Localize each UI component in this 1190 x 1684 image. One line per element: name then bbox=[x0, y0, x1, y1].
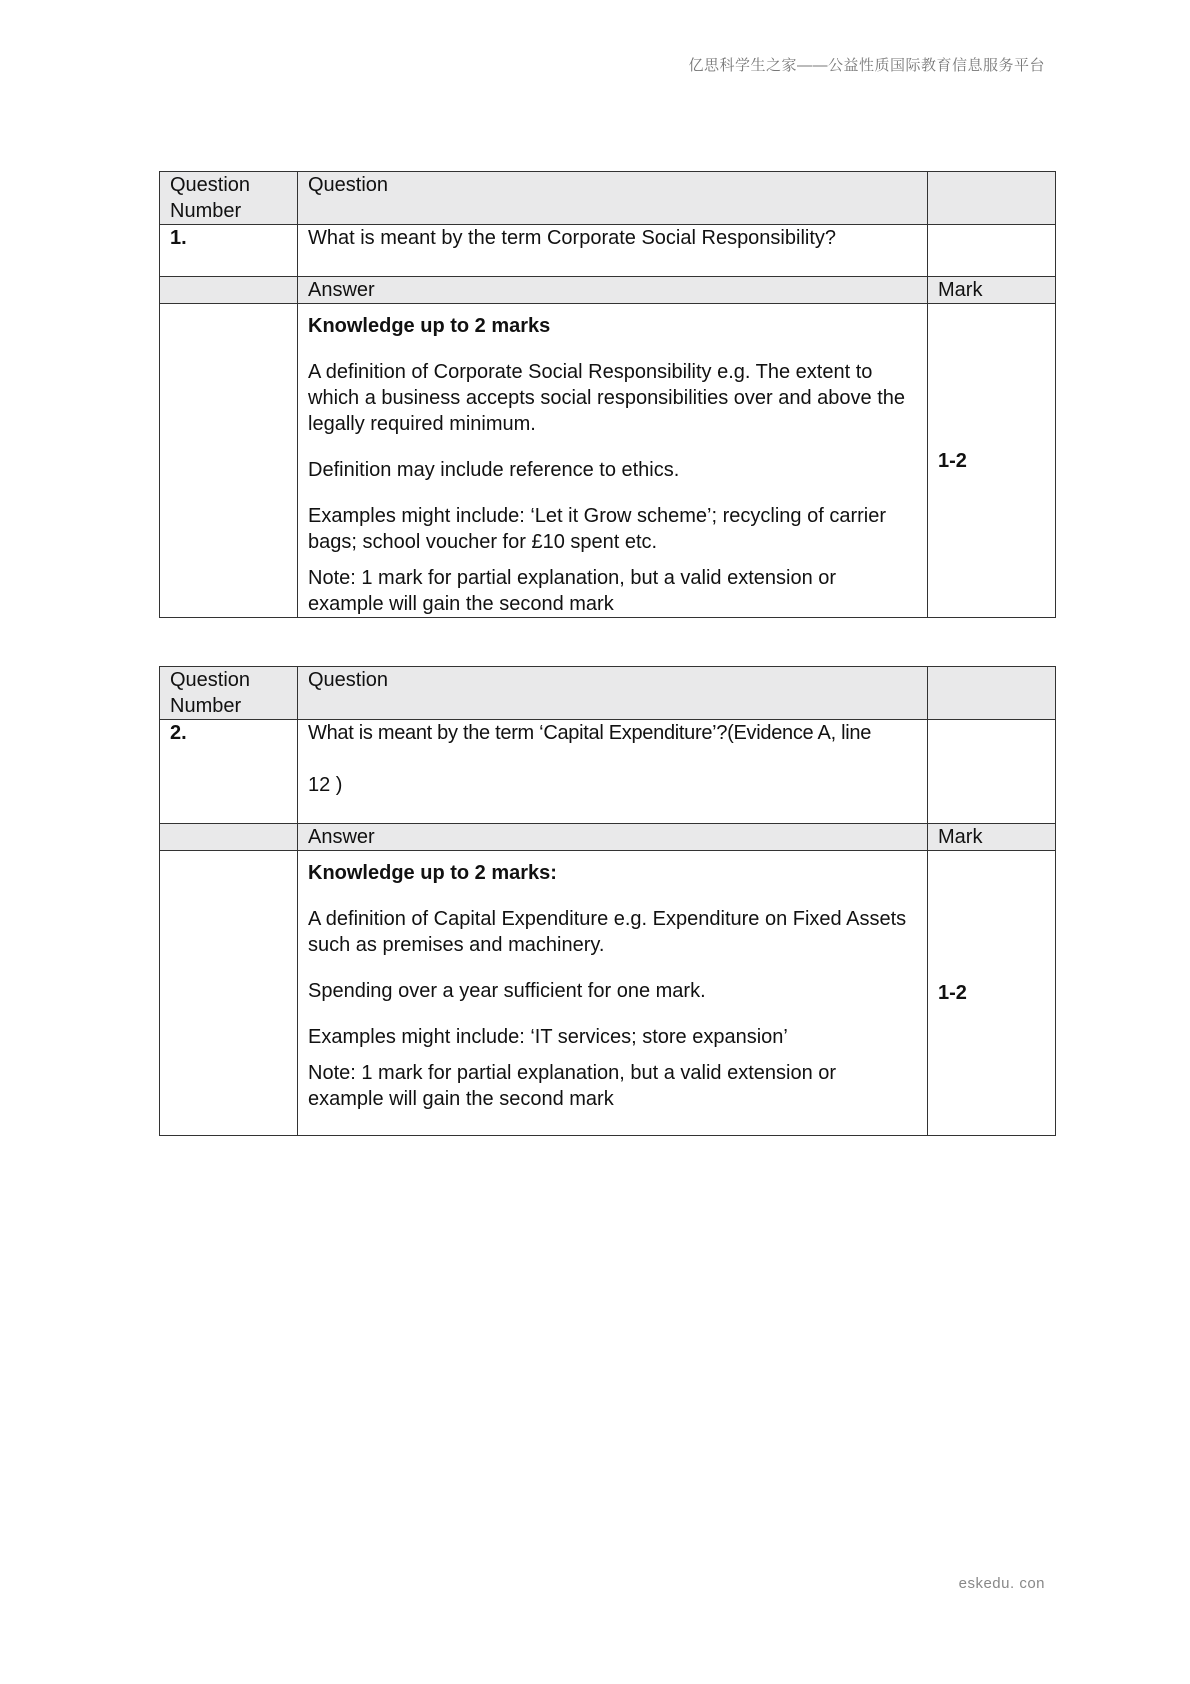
question-text-continued: 12 ) bbox=[308, 774, 343, 796]
answer-paragraph: Examples might include: ‘Let it Grow scheme’; recycling of carrier bags; school voucher for £10 spent etc. bbox=[308, 505, 886, 553]
answer-paragraph: Note: 1 mark for partial explanation, but a valid extension or example will gain the second mark bbox=[308, 1062, 837, 1110]
answer-paragraph: A definition of Corporate Social Responsibility e.g. The extent to which a business accepts social responsibilities over and above the legally required minimum. bbox=[308, 361, 906, 435]
page-header: 亿思科学生之家——公益性质国际教育信息服务平台 bbox=[688, 57, 1045, 74]
blank-header bbox=[928, 172, 1056, 225]
question-number: 1. bbox=[160, 225, 298, 277]
mark-value: 1-2 bbox=[928, 851, 1056, 1136]
answer-heading: Knowledge up to 2 marks bbox=[308, 315, 551, 337]
table-header-row bbox=[160, 172, 1056, 225]
blank-header bbox=[928, 667, 1056, 720]
answer-header: Answer bbox=[298, 824, 928, 851]
answer-paragraph: Spending over a year sufficient for one mark. bbox=[308, 980, 706, 1002]
answer-header-row bbox=[160, 277, 1056, 304]
question-text: What is meant by the term ‘Capital Expenditure’?(Evidence A, line bbox=[308, 722, 872, 744]
question-cell bbox=[298, 720, 928, 824]
blank-cell bbox=[928, 720, 1056, 824]
answer-header-row bbox=[160, 824, 1056, 851]
answer-row bbox=[160, 304, 1056, 618]
question-number-header: Question Number bbox=[160, 172, 298, 225]
mark-value: 1-2 bbox=[928, 304, 1056, 618]
question-table-2 bbox=[159, 666, 1056, 1136]
answer-header: Answer bbox=[298, 277, 928, 304]
answer-paragraph: A definition of Capital Expenditure e.g. Expenditure on Fixed Assets such as premises and machinery. bbox=[308, 908, 907, 956]
blank-cell bbox=[160, 851, 298, 1136]
answer-heading: Knowledge up to 2 marks: bbox=[308, 862, 557, 884]
question-text: What is meant by the term Corporate Social Responsibility? bbox=[298, 225, 928, 277]
blank-cell bbox=[160, 824, 298, 851]
question-row bbox=[160, 720, 1056, 824]
question-number-header: Question Number bbox=[160, 667, 298, 720]
question-header: Question bbox=[298, 172, 928, 225]
table-header-row bbox=[160, 667, 1056, 720]
mark-header: Mark bbox=[928, 277, 1056, 304]
answer-paragraph: Note: 1 mark for partial explanation, but a valid extension or example will gain the second mark bbox=[308, 567, 837, 615]
answer-cell bbox=[298, 304, 928, 618]
question-row bbox=[160, 225, 1056, 277]
question-header: Question bbox=[298, 667, 928, 720]
blank-cell bbox=[928, 225, 1056, 277]
answer-paragraph: Definition may include reference to ethics. bbox=[308, 459, 680, 481]
question-number: 2. bbox=[160, 720, 298, 824]
blank-cell bbox=[160, 277, 298, 304]
page-footer: eskedu. con bbox=[958, 1575, 1045, 1592]
question-table-1 bbox=[159, 171, 1056, 618]
answer-cell bbox=[298, 851, 928, 1136]
answer-row bbox=[160, 851, 1056, 1136]
mark-header: Mark bbox=[928, 824, 1056, 851]
blank-cell bbox=[160, 304, 298, 618]
answer-paragraph: Examples might include: ‘IT services; store expansion’ bbox=[308, 1026, 788, 1048]
